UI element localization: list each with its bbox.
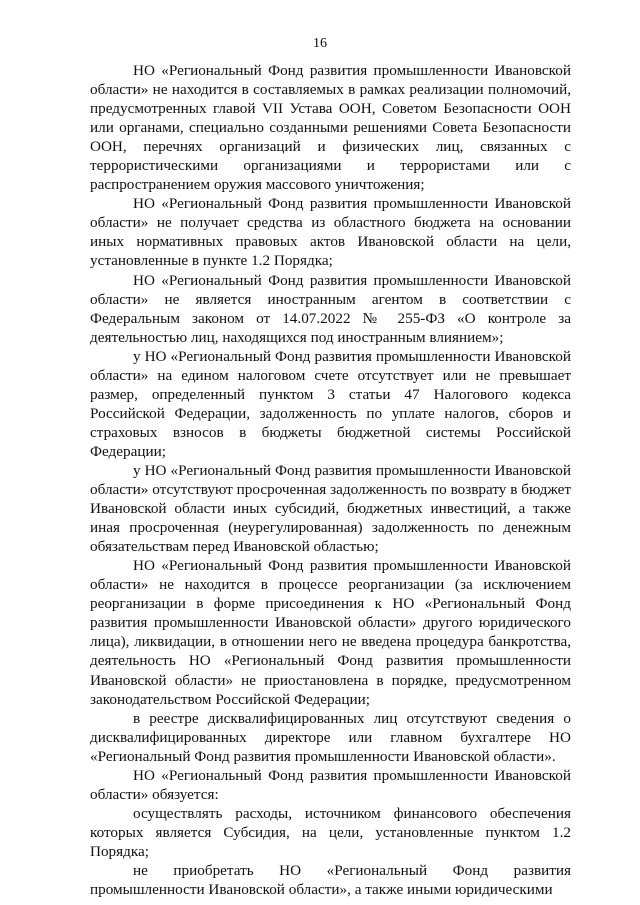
paragraph-tax-debt: у НО «Региональный Фонд развития промышленности Ивановской области» на едином налоговом счете отсутствует или не превышает размер, определенный пунктом 3 статьи 47 Налогового кодекса Российской Федерации, задолженность по уплате налогов, сборов и страховых взносов в бюджеты бюджетной системы Российской Федерации;	[90, 347, 571, 460]
paragraph-no-acquisition: не приобретать НО «Региональный Фонд развития промышленности Ивановской области», а также иными юридическими	[90, 861, 571, 899]
paragraph-un-sanctions-lists: НО «Региональный Фонд развития промышленности Ивановской области» не находится в составляемых в рамках реализации полномочий, предусмотренных главой VII Устава ООН, Советом Безопасности ООН или органами, специально созданными решениями Совета Безопасности ООН, перечнях организаций и физических лиц, связанных с террористическими организациями и террористами или с распространением оружия массового уничтожения;	[90, 62, 571, 194]
paragraph-obligations-intro: НО «Региональный Фонд развития промышленности Ивановской области» обязуется:	[90, 766, 571, 803]
paragraph-spending-purpose: осуществлять расходы, источником финансового обеспечения которых является Субсидия, на цели, установленные пунктом 1.2 Порядка;	[90, 804, 571, 860]
document-body	[90, 61, 571, 899]
page-number: 16	[313, 36, 327, 51]
paragraph-overdue-debt: у НО «Региональный Фонд развития промышленности Ивановской области» отсутствуют просроченная задолженность по возврату в бюджет Ивановской области иных субсидий, бюджетных инвестиций, а также иная просроченная (неурегулированная) задолженность по денежным обязательствам перед Ивановской областью;	[90, 461, 571, 556]
paragraph-reorganization: НО «Региональный Фонд развития промышленности Ивановской области» не находится в процессе реорганизации (за исключением реорганизации в форме присоединения к НО «Региональный Фонд развития промышленности Ивановской области» другого юридического лица), ликвидации, в отношении него не введена процедура банкротства, деятельность НО «Региональный Фонд развития промышленности Ивановской области» не приостановлена в порядке, предусмотренном законодательством Российской Федерации;	[90, 557, 571, 708]
paragraph-no-regional-budget-funds: НО «Региональный Фонд развития промышленности Ивановской области» не получает средства из областного бюджета на основании иных нормативных правовых актов Ивановской области на цели, установленные в пункте 1.2 Порядка;	[90, 195, 571, 270]
paragraph-disqualified-persons: в реестре дисквалифицированных лиц отсутствуют сведения о дисквалифицированных директоре или главном бухгалтере НО «Региональный Фонд развития промышленности Ивановской области».	[90, 709, 571, 765]
paragraph-not-foreign-agent: НО «Региональный Фонд развития промышленности Ивановской области» не является иностранным агентом в соответствии с Федеральным законом от 14.07.2022 № 255-ФЗ «О контроле за деятельностью лиц, находящихся под иностранным влиянием»;	[90, 271, 571, 346]
